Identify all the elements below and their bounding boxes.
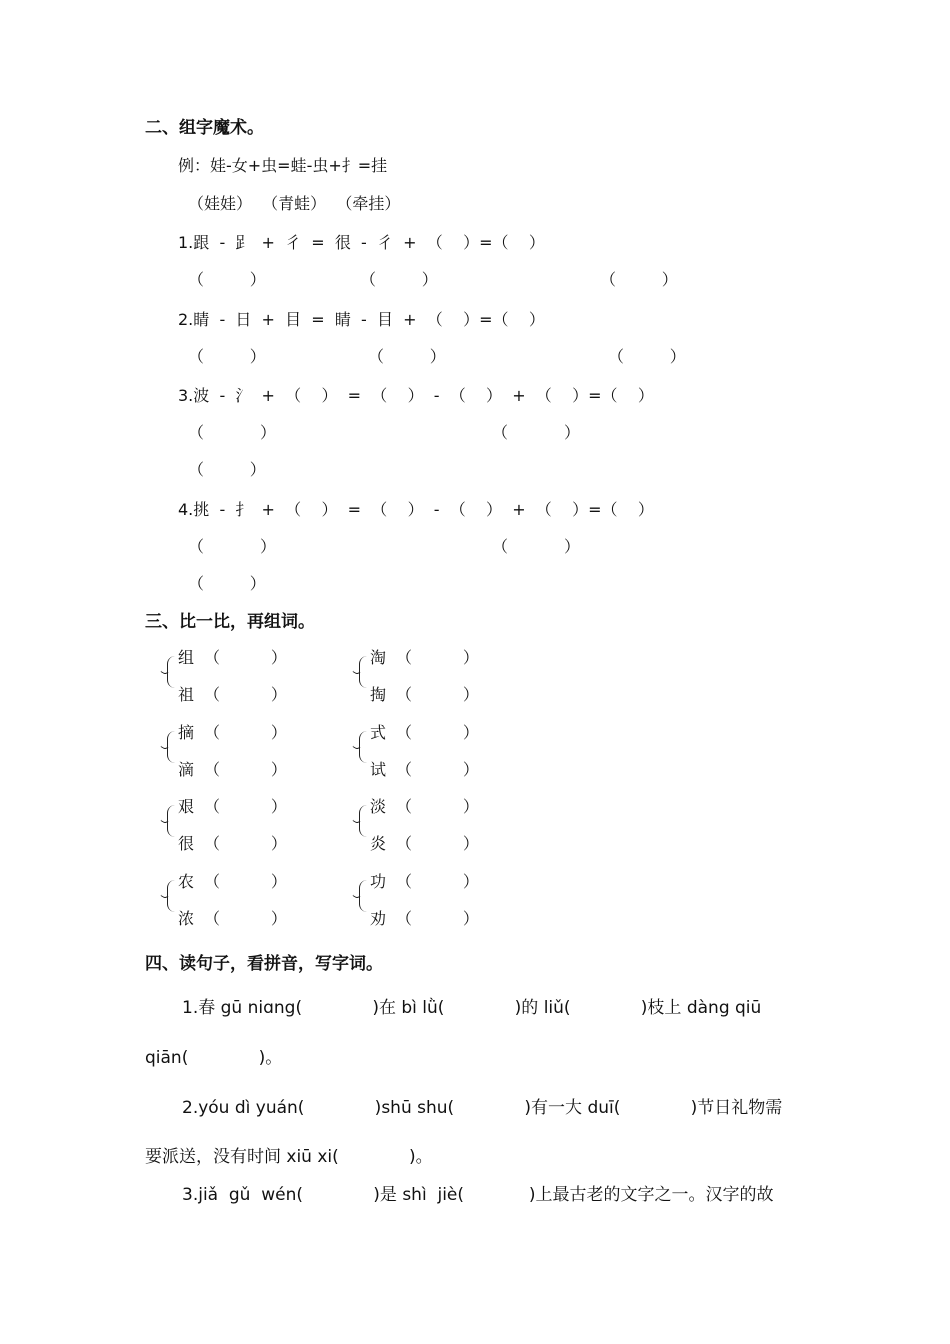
- answer-blank[interactable]: （ ）: [204, 797, 287, 816]
- brace-icon: [167, 880, 175, 912]
- char: 炎: [370, 834, 387, 853]
- char: 浓: [178, 909, 195, 928]
- char: 摘: [178, 723, 195, 742]
- example-line: 例：娃-女+虫=蛙-虫+扌=挂: [178, 156, 388, 175]
- example-answers: （娃娃） （青蛙） （牵挂）: [188, 194, 401, 213]
- answer-blank[interactable]: （ ）: [204, 685, 287, 704]
- char: 劝: [370, 909, 387, 928]
- answer-blank[interactable]: （ ）: [204, 872, 287, 891]
- sentence-line[interactable]: 3.jiǎ gǔ wén( )是 shì jiè( )上最古老的文字之一。汉字的故: [182, 1185, 774, 1205]
- brace-icon: [167, 656, 175, 688]
- brace-icon: [167, 805, 175, 837]
- char: 很: [178, 834, 195, 853]
- char: 掏: [370, 685, 387, 704]
- answer-blank[interactable]: （ ）: [188, 537, 276, 556]
- answer-blank[interactable]: （ ）: [396, 685, 479, 704]
- answer-blank[interactable]: （ ）: [204, 909, 287, 928]
- answer-blank[interactable]: （ ）: [396, 872, 479, 891]
- answer-blank[interactable]: （ ）: [188, 270, 266, 289]
- question-1: 1.跟 - 𧾷 + 彳 = 很 - 彳 + （ ）=（ ）: [178, 233, 545, 252]
- answer-blank[interactable]: （ ）: [396, 760, 479, 779]
- answer-blank[interactable]: （ ）: [492, 537, 580, 556]
- sentence-line[interactable]: qiān( )。: [145, 1048, 283, 1068]
- char: 功: [370, 872, 387, 891]
- brace-icon: [359, 731, 367, 763]
- char: 试: [370, 760, 387, 779]
- question-2: 2.睛 - 日 + 目 = 睛 - 目 + （ ）=（ ）: [178, 310, 545, 329]
- brace-icon: [167, 731, 175, 763]
- answer-blank[interactable]: （ ）: [188, 460, 266, 479]
- answer-blank[interactable]: （ ）: [188, 423, 276, 442]
- sentence-line[interactable]: 2.yóu dì yuán( )shū shu( )有一大 duī( )节日礼物需: [182, 1098, 783, 1118]
- sentence-line[interactable]: 要派送，没有时间 xiū xi( )。: [145, 1147, 433, 1167]
- char: 式: [370, 723, 387, 742]
- answer-blank[interactable]: （ ）: [204, 648, 287, 667]
- answer-blank[interactable]: （ ）: [396, 648, 479, 667]
- brace-icon: [359, 805, 367, 837]
- char: 祖: [178, 685, 195, 704]
- question-3: 3.波 - 氵 + （ ） = （ ） - （ ） + （ ）=（ ）: [178, 386, 654, 405]
- answer-blank[interactable]: （ ）: [396, 723, 479, 742]
- brace-icon: [359, 880, 367, 912]
- char: 艰: [178, 797, 195, 816]
- question-4: 4.挑 - 扌 + （ ） = （ ） - （ ） + （ ）=（ ）: [178, 500, 654, 519]
- char: 淡: [370, 797, 387, 816]
- sentence-line[interactable]: 1.春 gū niɑng( )在 bì lǜ( )的 liǔ( )枝上 dàng qiū: [182, 998, 762, 1018]
- answer-blank[interactable]: （ ）: [600, 270, 678, 289]
- char: 农: [178, 872, 195, 891]
- answer-blank[interactable]: （ ）: [396, 834, 479, 853]
- answer-blank[interactable]: （ ）: [188, 347, 266, 366]
- answer-blank[interactable]: （ ）: [360, 270, 438, 289]
- answer-blank[interactable]: （ ）: [204, 760, 287, 779]
- answer-blank[interactable]: （ ）: [396, 797, 479, 816]
- answer-blank[interactable]: （ ）: [396, 909, 479, 928]
- char: 淘: [370, 648, 387, 667]
- brace-icon: [359, 656, 367, 688]
- answer-blank[interactable]: （ ）: [204, 723, 287, 742]
- char: 滴: [178, 760, 195, 779]
- char: 组: [178, 648, 195, 667]
- answer-blank[interactable]: （ ）: [368, 347, 446, 366]
- answer-blank[interactable]: （ ）: [492, 423, 580, 442]
- answer-blank[interactable]: （ ）: [204, 834, 287, 853]
- section-3-title: 三、比一比，再组词。: [145, 612, 315, 632]
- section-2-title: 二、组字魔术。: [145, 118, 264, 138]
- answer-blank[interactable]: （ ）: [608, 347, 686, 366]
- answer-blank[interactable]: （ ）: [188, 574, 266, 593]
- section-4-title: 四、读句子，看拼音，写字词。: [145, 954, 383, 974]
